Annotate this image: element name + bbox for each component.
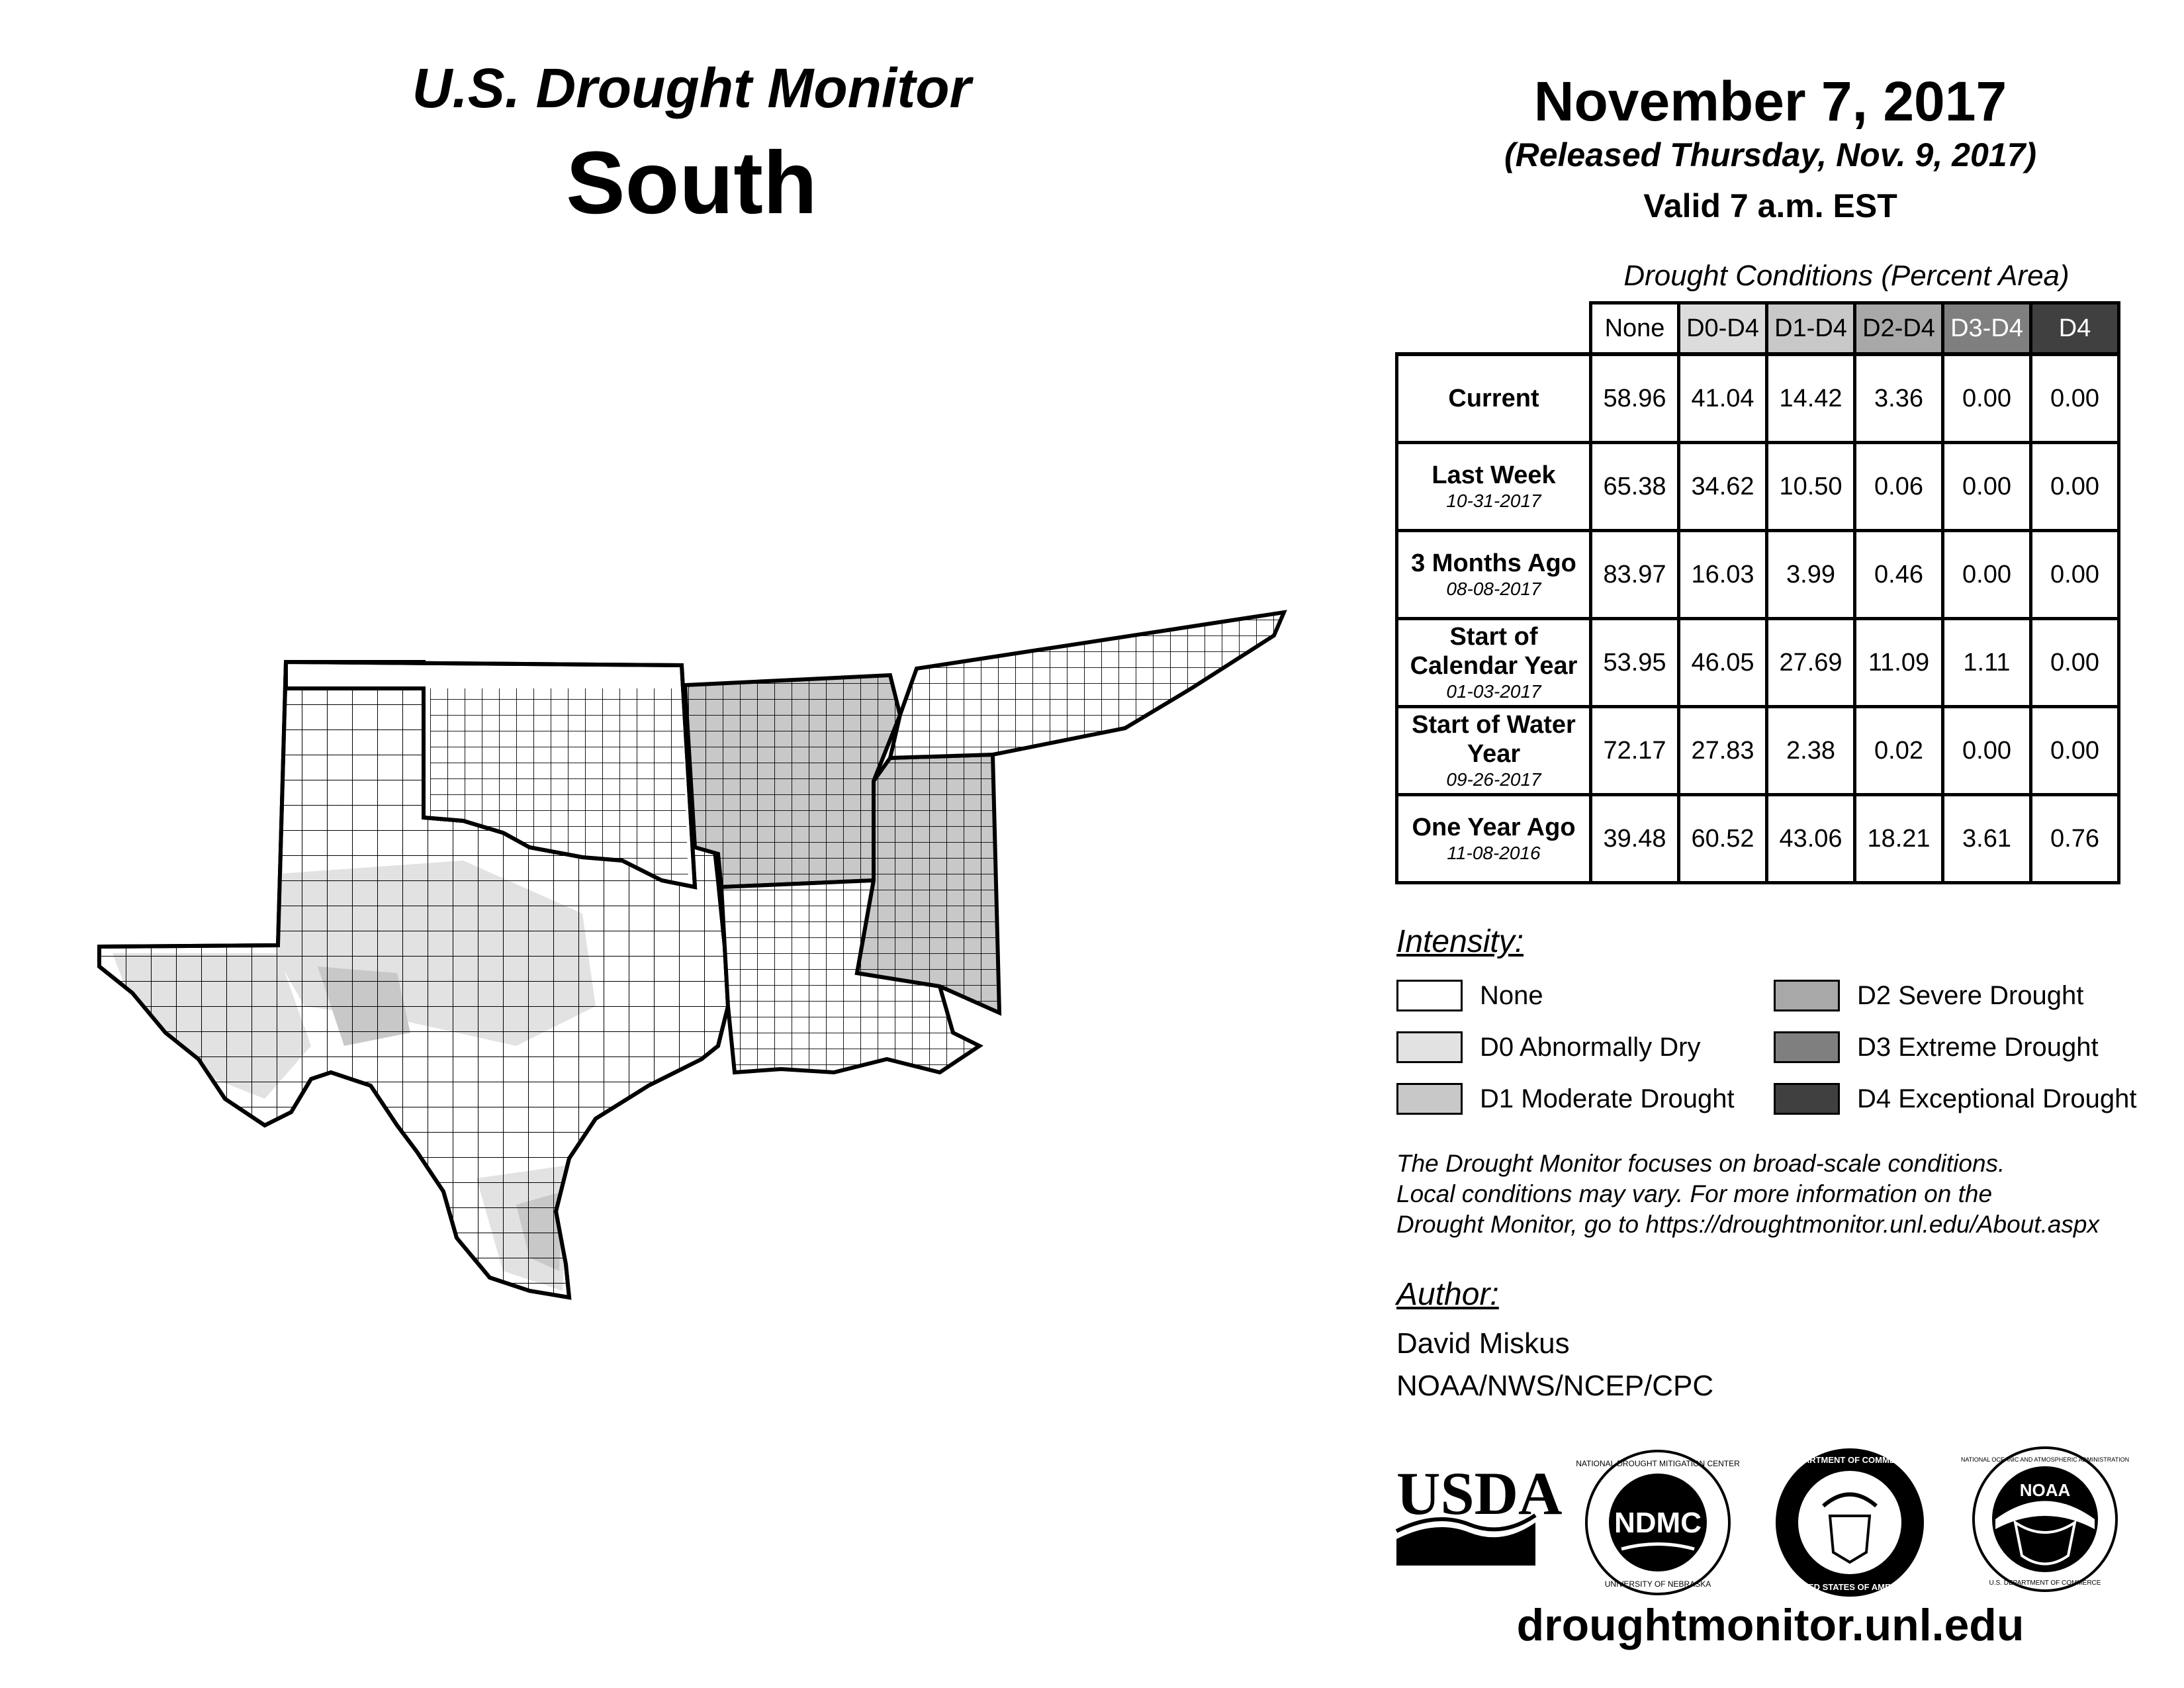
table-title: Drought Conditions (Percent Area): [1623, 259, 2070, 292]
legend-label: None: [1480, 980, 1543, 1010]
note-line: Local conditions may vary. For more information on the: [1396, 1180, 1993, 1207]
row-label-text: Start of Water Year: [1412, 711, 1576, 768]
valid-time: Valid 7 a.m. EST: [1643, 187, 1897, 224]
mississippi: [857, 755, 999, 1013]
column-header: D4: [2031, 303, 2119, 355]
table-cell: 1.11: [1943, 619, 2031, 707]
noaa-ring-top: NATIONAL OCEANIC AND ATMOSPHERIC ADMINISTRATION: [1960, 1456, 2130, 1463]
ndmc-ring-bottom: UNIVERSITY OF NEBRASKA: [1604, 1579, 1711, 1589]
legend-swatch: [1774, 980, 1840, 1011]
legend-swatch: [1774, 1083, 1840, 1115]
column-header: None: [1591, 303, 1679, 355]
table-row: [1397, 707, 2119, 795]
table-cell: 72.17: [1591, 707, 1679, 795]
table-cell: 0.00: [1943, 443, 2031, 531]
drought-conditions-table: [1395, 301, 2120, 884]
table-cell: 11.09: [1855, 619, 1943, 707]
table-row: [1397, 795, 2119, 883]
table-cell: 0.00: [2031, 619, 2119, 707]
column-header: D0-D4: [1679, 303, 1767, 355]
row-date: 09-26-2017: [1446, 769, 1541, 790]
info-note: [1396, 1149, 2158, 1240]
legend-item: [1774, 978, 2083, 1013]
legend-swatch: [1774, 1031, 1840, 1063]
noaa-ring-bottom: U.S. DEPARTMENT OF COMMERCE: [1989, 1579, 2101, 1587]
row-label: [1397, 795, 1591, 883]
table-cell: 0.00: [2031, 443, 2119, 531]
table-cell: 0.00: [1943, 354, 2031, 443]
table-cell: 0.00: [1943, 707, 2031, 795]
table-cell: 53.95: [1591, 619, 1679, 707]
legend-item: [1396, 978, 1543, 1013]
row-label: [1397, 707, 1591, 795]
legend-item: [1774, 1082, 2136, 1116]
table-cell: 46.05: [1679, 619, 1767, 707]
legend-swatch: [1396, 1083, 1463, 1115]
note-line: Drought Monitor, go to https://droughtmonitor.unl.edu/About.aspx: [1396, 1211, 2099, 1238]
table-cell: 27.83: [1679, 707, 1767, 795]
row-label: [1397, 443, 1591, 531]
table-cell: 39.48: [1591, 795, 1679, 883]
doc-ring-bottom: UNITED STATES OF AMERICA: [1788, 1582, 1912, 1592]
author-block: [1396, 1323, 1713, 1407]
usda-text: USDA: [1396, 1460, 1563, 1527]
note-line: The Drought Monitor focuses on broad-scale conditions.: [1396, 1150, 2005, 1177]
region-title: South: [566, 134, 817, 232]
table-cell: 41.04: [1679, 354, 1767, 443]
table-cell: 83.97: [1591, 531, 1679, 619]
table-cell: 3.61: [1943, 795, 2031, 883]
drought-map: [0, 0, 1324, 1357]
release-date: (Released Thursday, Nov. 9, 2017): [1504, 136, 2037, 173]
arkansas: [685, 675, 900, 887]
table-cell: 0.00: [1943, 531, 2031, 619]
row-date: 10-31-2017: [1446, 491, 1541, 511]
table-cell: 0.00: [2031, 707, 2119, 795]
doc-ring-top: DEPARTMENT OF COMMERCE: [1786, 1455, 1913, 1465]
table-cell: 0.46: [1855, 531, 1943, 619]
table-cell: 0.76: [2031, 795, 2119, 883]
row-date: 11-08-2016: [1447, 843, 1541, 863]
table-cell: 18.21: [1855, 795, 1943, 883]
legend-item: [1396, 1082, 1735, 1116]
column-header: D3-D4: [1943, 303, 2031, 355]
table-cell: 0.00: [2031, 531, 2119, 619]
noaa-text: NOAA: [2019, 1480, 2071, 1500]
table-corner: [1397, 303, 1591, 355]
legend-label: D4 Exceptional Drought: [1857, 1084, 2137, 1113]
map-title: U.S. Drought Monitor: [412, 57, 972, 119]
legend-swatch: [1396, 980, 1463, 1011]
table-cell: 58.96: [1591, 354, 1679, 443]
table-cell: 34.62: [1679, 443, 1767, 531]
table-cell: 3.99: [1767, 531, 1855, 619]
column-header: D2-D4: [1855, 303, 1943, 355]
row-label: [1397, 619, 1591, 707]
map-date: November 7, 2017: [1533, 70, 2007, 132]
author-name: David Miskus: [1396, 1327, 1570, 1360]
ndmc-ring-top: NATIONAL DROUGHT MITIGATION CENTER: [1576, 1459, 1740, 1468]
legend-label: D2 Severe Drought: [1857, 980, 2084, 1010]
ndmc-logo: [1576, 1446, 1740, 1599]
table-row: [1397, 531, 2119, 619]
table-cell: 16.03: [1679, 531, 1767, 619]
legend-label: D3 Extreme Drought: [1857, 1032, 2099, 1062]
row-date: 08-08-2017: [1446, 579, 1541, 599]
legend-label: D1 Moderate Drought: [1480, 1084, 1735, 1113]
ndmc-text: NDMC: [1614, 1507, 1702, 1539]
row-label: [1397, 531, 1591, 619]
row-label-text: Start of Calendar Year: [1410, 623, 1578, 680]
author-org: NOAA/NWS/NCEP/CPC: [1396, 1370, 1714, 1402]
row-label: [1397, 354, 1591, 443]
table-cell: 0.00: [2031, 354, 2119, 443]
row-date: 01-03-2017: [1446, 681, 1541, 702]
noaa-logo: [1960, 1443, 2130, 1595]
table-cell: 65.38: [1591, 443, 1679, 531]
usda-logo: [1396, 1460, 1563, 1566]
table-cell: 2.38: [1767, 707, 1855, 795]
table-cell: 27.69: [1767, 619, 1855, 707]
legend-item: [1774, 1030, 2099, 1064]
table-cell: 3.36: [1855, 354, 1943, 443]
legend-label: D0 Abnormally Dry: [1480, 1032, 1701, 1062]
legend-item: [1396, 1030, 1700, 1064]
table-cell: 43.06: [1767, 795, 1855, 883]
legend-title: Intensity:: [1396, 924, 1524, 959]
table-cell: 0.02: [1855, 707, 1943, 795]
row-label-text: 3 Months Ago: [1411, 549, 1576, 577]
website-url[interactable]: droughtmonitor.unl.edu: [1516, 1600, 2025, 1650]
table-cell: 14.42: [1767, 354, 1855, 443]
table-cell: 10.50: [1767, 443, 1855, 531]
legend-swatch: [1396, 1031, 1463, 1063]
row-label-text: One Year Ago: [1412, 814, 1576, 841]
table-cell: 0.06: [1855, 443, 1943, 531]
row-label-text: Last Week: [1432, 461, 1556, 489]
column-header: D1-D4: [1767, 303, 1855, 355]
table-row: [1397, 354, 2119, 443]
row-label-text: Current: [1448, 385, 1539, 412]
table-row: [1397, 619, 2119, 707]
department-of-commerce-seal: [1770, 1443, 1929, 1602]
tennessee: [890, 612, 1284, 758]
author-title: Author:: [1396, 1277, 1499, 1312]
table-row: [1397, 443, 2119, 531]
table-cell: 60.52: [1679, 795, 1767, 883]
